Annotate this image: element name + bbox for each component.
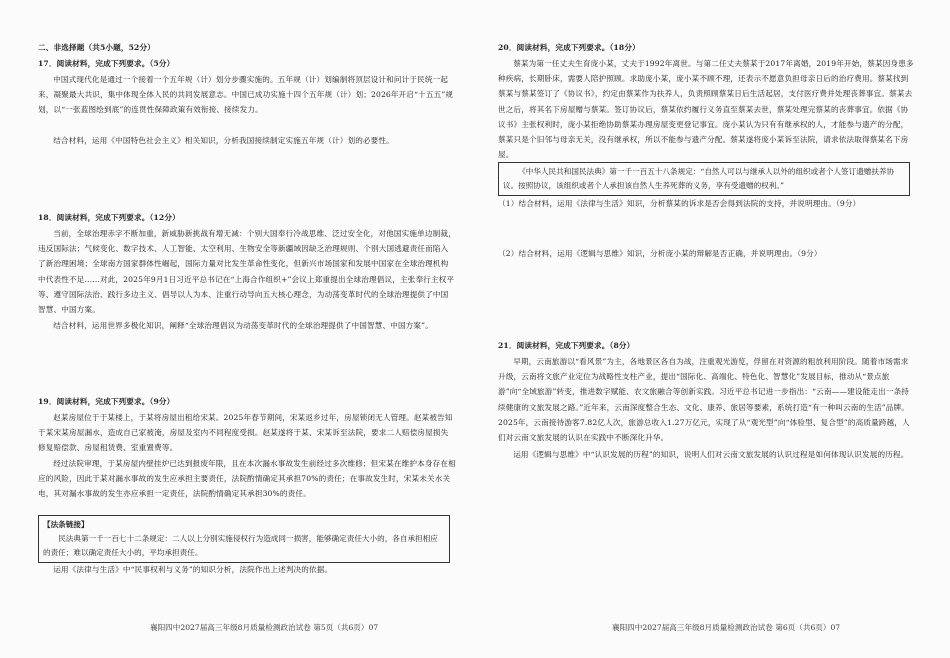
- q17-heading: 17．阅读材料，完成下列要求。（5分）: [38, 59, 175, 68]
- q20-law-box: 《中华人民共和国民法典》第一千一百五十八条规定：“自然人可以与继承人以外的组织或者个人签订遗赠扶养协议。按照协议，该组织或者个人承担该自然人生养死葬的义务，享有受遗赠的权利。”: [498, 162, 910, 196]
- q21-heading: 21．阅读材料，完成下列要求。（8分）: [498, 341, 635, 350]
- law-box-title: 【法条链接】: [43, 520, 89, 529]
- section-title: 二、非选择题（共5小题，52分）: [38, 43, 155, 52]
- q20-heading: 20．阅读材料，完成下列要求。（18分）: [498, 43, 640, 52]
- q19-law-box: [38, 515, 450, 563]
- q19-material-2: 经过法院审理，于某房屋内壁挂炉已达到报废年限，且在本次漏水事故发生前经过多次维修；但宋某在维护本身存在相应的风险，因此于某对漏水事故的发生应承担主要责任，法院酌情确定其承担70%的责任；在事故发生时，宋某未关水关电，其对漏水事故的发生亦应承担一定责任，法院酌情确定其承担30%的责任。: [38, 459, 456, 499]
- law-box-text: 民法典第一千一百七十二条规定：二人以上分别实施侵权行为造成同一损害，能够确定责任大小的，各自承担相应的责任；难以确定责任大小的，平均承担责任。: [43, 534, 438, 557]
- q20-material: 蔡某为第一任丈夫生育庞小某，丈夫于1992年离世。与第二任丈夫蔡某于2017年离婚，2019年开始，蔡某因身患多种疾病，长期卧床，需要人陪护照顾。求助庞小某，庞小某不顾不理，还表示不愿意负担母亲日后的治疗费用。蔡某找到蔡某与蔡某签订了《协议书》，约定由蔡某作为扶养人，负责照顾蔡某日后生活起居，支付医疗费并处理丧葬事宜。蔡某去世之后，将其名下房屋赠与蔡某。签订协议后，蔡某依约履行义务直至蔡某去世，蔡某处理完蔡某的丧葬事宜。依据《协议书》主张权利时，庞小某拒绝协助蔡某办理房屋变更登记事宜。庞小某认为只有有继承权的人，才能参与遗产的分配，蔡某只是个旧邻与母亲无关，没有继承权，所以不能参与遗产分配。蔡某遂将庞小某诉至法院，请求依法取得蔡某名下房屋。: [498, 59, 914, 160]
- q20-task-1: （1）结合材料，运用《法律与生活》知识，分析蔡某的诉求是否会得到法院的支持，并说明理由。（9分）: [498, 199, 861, 208]
- right-page: [498, 0, 916, 658]
- q18-heading: 18．阅读材料，完成下列要求。（12分）: [38, 213, 180, 222]
- q20-task-2: （2）结合材料，运用《逻辑与思维》知识，分析庞小某的辩解是否正确，并说明理由。（9分）: [498, 249, 822, 258]
- q18-task: 结合材料，运用世界多极化知识，阐释“全球治理倡议为动荡变革时代的全球治理提供了中国智慧、中国方案”。: [53, 321, 433, 330]
- right-page-footer: 襄阳四中2027届高三年级8月质量检测政治试卷 第6页（共6页）07: [612, 623, 841, 632]
- q19-heading: 19．阅读材料，完成下列要求。（9分）: [38, 397, 175, 406]
- left-page: [38, 0, 456, 658]
- q19-material-1: 赵某房屋位于于某楼上，于某将房屋出租给宋某。2025年春节期间，宋某返乡过年，房屋锁闭无人管理。赵某被告知于某宋某房屋漏水，造成自己家被淹，房屋及室内不同程度受损。赵某遂将于某、宋某诉至法院，要求二人赔偿房屋损失修复赔偿款、房屋租赁费、室重置费等。: [38, 413, 453, 453]
- q19-task: 运用《法律与生活》中“民事权利与义务”的知识分析，法院作出上述判决的依据。: [53, 565, 333, 574]
- q17-task: 结合材料，运用《中国特色社会主义》相关知识，分析我国接续制定实施五年规（计）划的必要性。: [53, 136, 394, 145]
- q21-material: 早期，云南旅游以“看风景”为主，各地景区各自为战，注重观光游览，俘留在对资源的粗放利用阶段。随着市场需求升级，云南将文旅产业定位为战略性支柱产业，提出“国际化、高端化、特色化、智慧化”发展目标，推动从“景点旅游”向“全域旅游”转变，推进数字赋能、农文旅融合等创新实践。习近平总书记进一步指出：“云南——建设能走出一条持续健康的文旅发展之路。”近年来，云南深度整合生态、文化、康养、旅居等要素，系统打造“有一种叫云南的生活”品牌。2025年，云南接待游客7.82亿人次，旅游总收入1.27万亿元，实现了从“观光型”向“体验型、复合型”的高质量跨越，人们对云南文旅发展的认识在实践中不断深化升华。: [498, 357, 910, 443]
- q17-material: 中国式现代化是通过一个接着一个五年规（计）划分步骤实施的。五年规（计）划编制将顶层设计和问计于民统一起来，凝聚最大共识，集中体现全体人民的共同发展意志。中国已成功实施十四个五年规（计）划；2026年开启“十五五”规划，以“一张蓝图绘到底”的连贯性保障政策有效衔接、接续发力。: [38, 75, 454, 115]
- left-page-footer: 襄阳四中2027届高三年级8月质量检测政治试卷 第5页（共6页）07: [150, 623, 379, 632]
- q21-task: 运用《逻辑与思维》中“认识发展的历程”的知识，说明人们对云南文旅发展的认识过程是如何体现认识发展的历程。: [513, 450, 909, 459]
- q18-material: 当前，全球治理赤字不断加重，新威胁新挑战有增无减：个别大国奉行冷战思维、泛过安全化，对他国实施单边制裁，违反国际法；气候变化、数字技术、人工智能、太空利用、生物安全等新疆域因缺乏治理规则、个别大国逃避责任而陷入了新治理困境；全球南方国家群体性崛起，国际力量对比发生革命性变化，但新兴市场国家和发展中国家在全球治理机构中代表性不足……对此，2025年9月1日习近平总书记在“上海合作组织+”会议上郑重提出全球治理倡议，主张奉行主权平等、遵守国际法治、践行多边主义、倡导以人为本、注重行动导向五大核心理念，为动荡变革时代的全球治理提供了中国智慧、中国方案。: [38, 229, 456, 315]
